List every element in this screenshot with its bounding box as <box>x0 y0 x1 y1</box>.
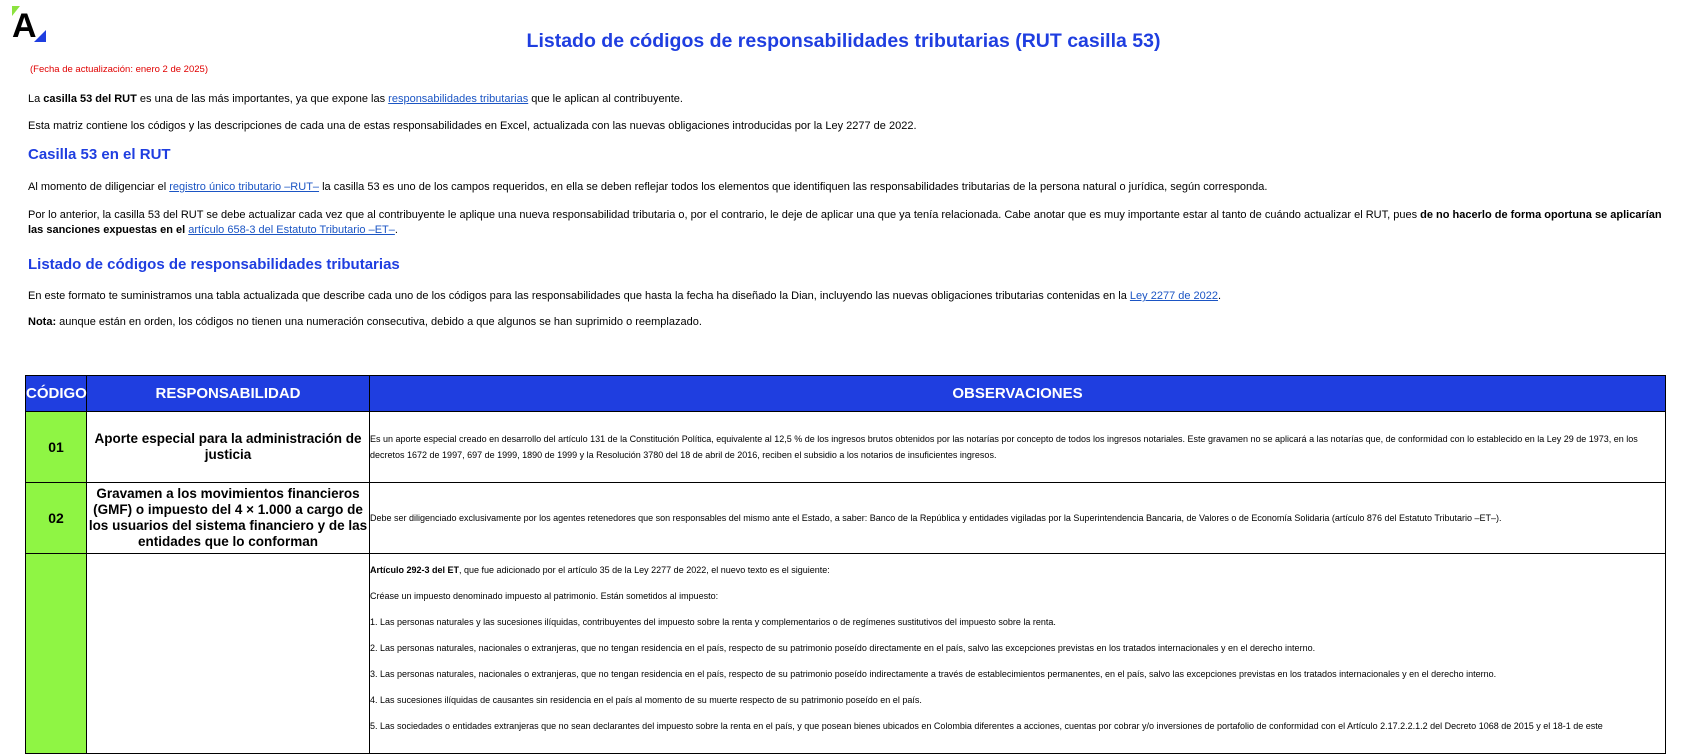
responsibilities-table <box>25 375 1666 754</box>
link-responsabilidades[interactable]: responsabilidades tributarias <box>388 93 529 105</box>
intro-paragraph-1: La casilla 53 del RUT es una de las más importantes, ya que expone las responsabilidades tributarias que le aplican al contribuyente. <box>28 93 683 105</box>
obs-item: 2. Las personas naturales, nacionales o extranjeras, que no tengan residencia en el país, respecto de su patrimonio poseído directamente en el país, salvo las excepciones previstas en los tratados internacionales y en el derecho interno. <box>370 643 1316 653</box>
responsibility-cell: Aporte especial para la administración de justicia <box>87 412 370 483</box>
code-cell: 02 <box>26 483 87 554</box>
section-heading-casilla-53: Casilla 53 en el RUT <box>28 146 171 163</box>
table-row <box>26 412 1666 483</box>
observations-cell: Debe ser diligenciado exclusivamente por los agentes retenedores que son responsables del mismo ante el Estado, a saber: Banco de la República y entidades vigiladas por la Superintendencia Bancaria, de Valores o de Economía Solidaria (artículo 876 del Estatuto Tributario –ET–). <box>370 483 1666 554</box>
obs-item: 5. Las sociedades o entidades extranjeras que no sean declarantes del impuesto sobre la renta en el país, y que posean bienes ubicados en Colombia diferentes a acciones, cuentas por cobrar y/o inversiones de portafolio de conformidad con el Artículo 2.17.2.2.1.2 del Decreto 1068 de 2015 y el 18-1 de este <box>370 721 1603 731</box>
section-heading-listado: Listado de códigos de responsabilidades tributarias <box>28 256 400 273</box>
intro-paragraph-2: Esta matriz contiene los códigos y las descripciones de cada una de estas responsabilidades en Excel, actualizada con las nuevas obligaciones introducidas por la Ley 2277 de 2022. <box>28 120 917 132</box>
update-date: (Fecha de actualización: enero 2 de 2025) <box>30 64 208 75</box>
obs-item: 3. Las personas naturales, nacionales o extranjeras, que no tengan residencia en el país, respecto de su patrimonio poseído indirectamente a través de establecimientos permanentes, en el país, salvo las excepciones previstas en los tratados internacionales y en el derecho interno. <box>370 669 1497 679</box>
table-row <box>26 483 1666 554</box>
obs-item: 4. Las sucesiones ilíquidas de causantes sin residencia en el país al momento de su muerte respecto de su patrimonio poseído en el país. <box>370 695 922 705</box>
obs-item: Créase un impuesto denominado impuesto al patrimonio. Están sometidos al impuesto: <box>370 591 719 601</box>
section2-paragraph-1: En este formato te suministramos una tabla actualizada que describe cada uno de los códigos para las responsabilidades que hasta la fecha ha diseñado la Dian, incluyendo las nuevas obligaciones tributarias contenidas en la Ley 2277 de 2022. <box>28 290 1222 302</box>
logo-letter: A <box>12 7 37 44</box>
header-codigo: CÓDIGO <box>26 376 87 412</box>
code-cell <box>26 554 87 754</box>
page-title: Listado de códigos de responsabilidades tributarias (RUT casilla 53) <box>526 30 1161 52</box>
note-paragraph: Nota: aunque están en orden, los códigos no tienen una numeración consecutiva, debido a que algunos se han suprimido o reemplazado. <box>28 316 702 328</box>
bold-casilla: casilla 53 del RUT <box>43 93 137 105</box>
header-observaciones: OBSERVACIONES <box>370 376 1666 412</box>
link-ley-2277[interactable]: Ley 2277 de 2022 <box>1129 290 1219 302</box>
link-rut[interactable]: registro único tributario –RUT– <box>169 181 320 193</box>
section1-paragraph-1: Al momento de diligenciar el registro único tributario –RUT– la casilla 53 es uno de los campos requeridos, en ella se deben reflejar todos los elementos que identifiquen las responsabilidades tributarias de la persona natural o jurídica, según corresponda. <box>28 181 1268 193</box>
obs-item: 1. Las personas naturales y las sucesiones ilíquidas, contribuyentes del impuesto sobre la renta y complementarios o de regímenes sustitutivos del impuesto sobre la renta. <box>370 617 1056 627</box>
link-articulo-658-3[interactable]: artículo 658-3 del Estatuto Tributario –ET– <box>188 224 395 236</box>
responsibility-cell <box>87 554 370 754</box>
header-responsabilidad: RESPONSABILIDAD <box>87 376 370 412</box>
responsibility-cell: Gravamen a los movimientos financieros (GMF) o impuesto del 4 × 1.000 a cargo de los usuarios del sistema financiero y de las entidades que lo conforman <box>87 483 370 554</box>
section1-paragraph-2: Por lo anterior, la casilla 53 del RUT se debe actualizar cada vez que al contribuyente le aplique una nueva responsabilidad tributaria o, por el contrario, le deje de aplicar una que ya tenía relacionada. Cabe anotar que es muy importante estar al tanto de cuándo actualizar el RUT, pues de no hacerlo de forma oportuna se aplicarían las sanciones expuestas en el artículo 658-3 del Estatuto Tributario –ET–. <box>28 209 1662 236</box>
table-header-row <box>26 376 1666 412</box>
obs-article-line: Artículo 292-3 del ET, que fue adicionado por el artículo 35 de la Ley 2277 de 2022, el nuevo texto es el siguiente: <box>370 565 830 575</box>
observations-cell <box>370 554 1666 754</box>
observations-cell: Es un aporte especial creado en desarrollo del artículo 131 de la Constitución Política, equivalente al 12,5 % de los ingresos brutos obtenidos por las notarías por concepto de todos los ingresos notariales. Este gravamen no se aplicará a las notarías que, de conformidad con lo establecido en la Ley 29 de 1973, en los decretos 1672 de 1997, 697 de 1999, 1890 de 1999 y la Resolución 3780 del 18 de abril de 2016, reciben el subsidio a los notarios de insuficientes ingresos. <box>370 412 1666 483</box>
code-cell: 01 <box>26 412 87 483</box>
table-row <box>26 554 1666 754</box>
